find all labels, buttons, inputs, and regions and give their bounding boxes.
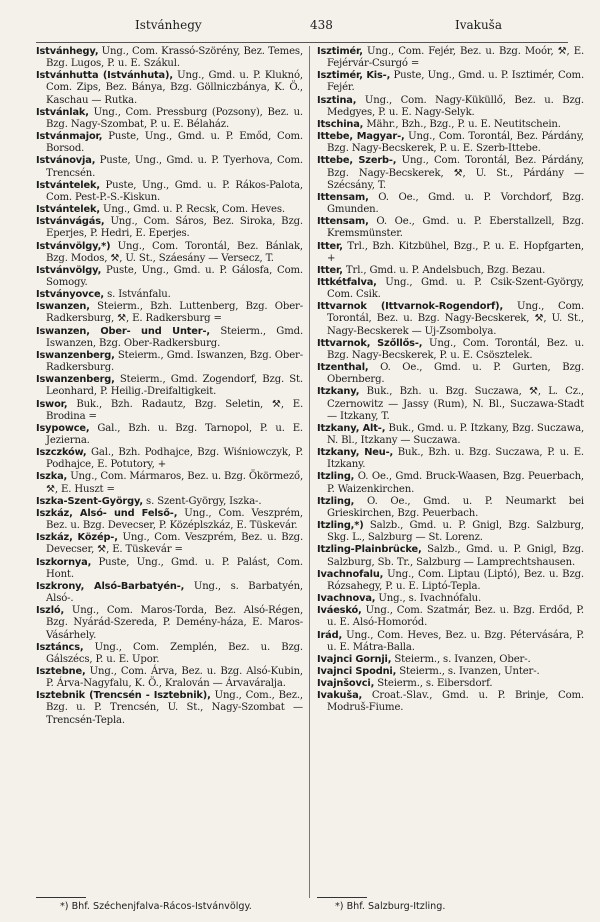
entry-text: Ung., Com., Bez., Bzg. u. P. Trencsén, U. St., Nagy-Szombat — Trencsén-Tepla. — [46, 690, 303, 726]
entry-text: Salzb., Gmd. u. P. Gnigl, Bzg. Salzburg, Sb. Tr., Salzburg — Lamprechtshausen. — [327, 544, 584, 568]
entry-text: Puste, Ung., Gmd. u. P. Emőd, Com. Borsod. — [46, 131, 303, 155]
entry-text: O. Oe., Gmd. u. P. Neumarkt bei Grieskirchen, Bzg. Peuerbach. — [327, 495, 584, 519]
entry-text: Mähr., Bzh., Bzg., P. u. E. Neutitschein. — [363, 118, 561, 130]
entry-headword: Iswanzenberg, — [36, 349, 115, 361]
dictionary-entry — [317, 630, 584, 654]
entry-text: Ung., Com. Veszprém, Bez. u. Bzg. Devecser, ⚒, E. Tüskevár = — [46, 532, 304, 556]
dictionary-entry — [36, 241, 303, 265]
dictionary-entry — [36, 642, 303, 666]
entry-text: O. Oe., Gmd. u. P. Gurten, Bzg. Obernberg. — [327, 362, 584, 386]
dictionary-entry — [36, 496, 303, 508]
dictionary-entry — [36, 557, 303, 581]
entry-headword: Ivajnšovci, — [317, 678, 375, 690]
entry-text: Ung., Com. Árva, Bez. u. Bzg. Alsó-Kubin, P. Árva-Nagyfalu, K. Ö., Kralován — Árvaváralja. — [46, 665, 303, 690]
entry-headword: Itzling,*) — [317, 520, 364, 532]
entry-headword: Isztina, — [317, 94, 357, 106]
entry-text: Gal., Bzh. Podhajce, Bzg. Wiśniowczyk, P. Podhajce, E. Potutory, + — [46, 447, 303, 471]
entry-text: s. Istvánfalu. — [104, 289, 171, 301]
entry-text: Ung., Com. Torontál, Bez. u. Bzg. Nagy-Becskerek, ⚒, U. St., Nagy-Becskerek — Uj-Zsombolya. — [327, 301, 585, 337]
entry-text: Salzb., Gmd. u. P. Gnigl, Bzg. Salzburg, Skg. L., Salzburg — St. Lorenz. — [327, 520, 584, 544]
entry-text: O. Oe., Gmd. Bruck-Waasen, Bzg. Peuerbach, P. Waizenkirchen. — [327, 471, 584, 495]
entry-headword: Itzling, — [317, 495, 355, 507]
entry-text: Buk., Bzh. u. Bzg. Suczawa, P. u. E. Itzkany. — [327, 447, 584, 471]
entry-text: Ung., Com. Torontál, Bez. Párdány, Bzg. Nagy-Becskerek, ⚒, U. St., Párdány — Szécsány, T. — [327, 155, 584, 191]
dictionary-entry — [317, 654, 584, 666]
entry-headword: Iswanzen, Ober- und Unter-, — [36, 325, 210, 337]
dictionary-entry — [36, 581, 303, 605]
entry-headword: Iswor, — [36, 398, 68, 410]
entry-text: Puste, Ung., Gmd. u. P. Palást, Com. Hont. — [46, 556, 303, 580]
entry-text: Ung., Com. Liptau (Liptó), Bez. u. Bzg. Rózsahegy, P. u. E. Liptó-Tepla. — [327, 568, 584, 592]
entry-headword: Itter, — [317, 264, 343, 276]
entry-headword: Iváeskó, — [317, 605, 362, 617]
entry-headword: Itzkany, Alt-, — [317, 422, 386, 434]
entry-headword: Ittvarnok, Szőllős-, — [317, 337, 423, 349]
entry-text: Ung., Com. Sáros, Bez. Siroka, Bzg. Eperjes, P. Hedri, E. Eperjes. — [46, 216, 303, 240]
entry-headword: Ivajnci Gornji, — [317, 653, 392, 665]
dictionary-entry — [36, 265, 303, 289]
dictionary-entry — [36, 508, 303, 532]
entry-text: Ung., Com. Nagy-Küküllő, Bez. u. Bzg. Medgyes, P. u. E. Nagy-Selyk. — [327, 94, 584, 118]
dictionary-entry — [317, 569, 584, 593]
dictionary-entry — [36, 690, 303, 726]
entry-headword: Iszczków, — [36, 447, 87, 459]
entry-text: s. Szent-György, Iszka-. — [143, 495, 262, 507]
footnote-rule-right — [317, 897, 367, 898]
entry-text: Buk., Bzh. Radautz, Bzg. Seletin, ⚒, E. Brodina = — [46, 398, 303, 422]
right-column — [317, 46, 584, 715]
entry-headword: Ivachnofalu, — [317, 568, 384, 580]
entry-headword: Isztimér, Kis-, — [317, 70, 391, 82]
entry-headword: Ivajnci Spodni, — [317, 665, 397, 677]
entry-headword: Iszkáz, Alsó- und Felső-, — [36, 507, 178, 519]
dictionary-entry — [36, 107, 303, 131]
dictionary-entry — [36, 471, 303, 495]
entry-text: Puste, Ung., Gmd. u. P. Rákos-Palota, Com. Pest-P.-S.-Kiskun. — [46, 179, 303, 203]
entry-text: Steierm., s. Ivanzen, Ober-. — [391, 653, 531, 665]
dictionary-entry — [36, 350, 303, 374]
dictionary-entry — [36, 374, 303, 398]
entry-text: Ung., Com. Veszprém, Bez. u. Bzg. Devecser, P. Középlszkáz, E. Tüskevár. — [46, 507, 303, 532]
entry-text: Puste, Ung., Gmd. u. P. Tyerhova, Com. Trencsén. — [46, 155, 303, 179]
entry-text: Steierm., Bzh. Luttenberg, Bzg. Ober-Radkersburg, ⚒, E. Radkersburg = — [46, 301, 303, 325]
entry-headword: Istvánvölgy, — [36, 264, 102, 276]
entry-headword: Ittkétfalva, — [317, 276, 377, 288]
entry-text: Steierm., Gmd. Iswanzen, Bzg. Ober-Radkersburg. — [46, 325, 303, 349]
dictionary-entry — [36, 666, 303, 690]
entry-text: O. Oe., Gmd. u. P. Vorchdorf, Bzg. Gmunden. — [327, 191, 584, 216]
dictionary-entry — [317, 362, 584, 386]
entry-text: Ung., s. Ivachnófalu. — [375, 593, 482, 605]
dictionary-entry — [36, 423, 303, 447]
entry-text: Ung., Com. Krassó-Szörény, Bez. Temes, Bzg. Lugos, P. u. E. Szákul. — [46, 46, 303, 70]
header-right-word: Ivakuša — [455, 18, 502, 32]
dictionary-entry — [317, 338, 584, 362]
entry-headword: Itzkany, — [317, 386, 360, 398]
dictionary-entry — [36, 301, 303, 325]
entry-headword: Itschina, — [317, 118, 364, 130]
entry-text: Croat.-Slav., Gmd. u. P. Brinje, Com. Modruš-Fiume. — [327, 690, 584, 714]
dictionary-entry — [317, 666, 584, 678]
entry-text: Ung., s. Barbatyén, Alsó-. — [46, 580, 303, 605]
dictionary-entry — [36, 289, 303, 301]
entry-text: Ung., Com. Mármaros, Bez. u. Bzg. Ökörmező, ⚒, E. Huszt = — [46, 471, 303, 495]
header-left-word: Istvánhegy — [135, 18, 202, 32]
dictionary-entry — [317, 155, 584, 191]
dictionary-entry — [317, 277, 584, 301]
entry-text: Puste, Ung., Gmd. u. P. Gálosfa, Com. Somogy. — [46, 264, 303, 288]
dictionary-entry — [317, 131, 584, 155]
dictionary-entry — [317, 265, 584, 277]
entry-headword: Ittebe, Szerb-, — [317, 155, 397, 167]
dictionary-entry — [36, 70, 303, 106]
entry-text: Ung., Com. Pressburg (Pozsony), Bez. u. Bzg. Nagy-Szombat, P. u. E. Bélaház. — [46, 106, 303, 130]
entry-text: Gal., Bzh. u. Bzg. Tarnopol, P. u. E. Jezierna. — [46, 422, 303, 446]
dictionary-entry — [317, 95, 584, 119]
footnote-right: *) Bhf. Salzburg-Itzling. — [335, 901, 446, 912]
dictionary-entry — [36, 532, 303, 556]
entry-headword: Ivakuša, — [317, 690, 363, 702]
entry-text: Ung., Com. Torontál, Bez. Bánlak, Bzg. Modos, ⚒, U. St., Száesány — Versecz, T. — [46, 240, 303, 264]
dictionary-entry — [36, 204, 303, 216]
entry-headword: Istvánhutta (Istvánhuta), — [36, 70, 173, 82]
entry-headword: Ittvarnok (Ittvarnok-Rogendorf), — [317, 301, 504, 313]
entry-headword: Istvánvölgy,*) — [36, 240, 111, 252]
column-divider — [309, 46, 310, 898]
dictionary-entry — [317, 520, 584, 544]
dictionary-entry — [36, 326, 303, 350]
dictionary-entry — [317, 447, 584, 471]
entry-headword: Iszkornya, — [36, 556, 92, 568]
entry-headword: Iszka, — [36, 471, 68, 483]
entry-text: Steierm., Gmd. Zogendorf, Bzg. St. Leonhard, P. Heilig.-Dreifaltigkeit. — [46, 374, 303, 398]
entry-text: Trl., Gmd. u. P. Andelsbuch, Bzg. Bezau. — [342, 264, 546, 276]
dictionary-entry — [317, 119, 584, 131]
entry-headword: Itter, — [317, 240, 343, 252]
dictionary-entry — [317, 423, 584, 447]
dictionary-entry — [36, 447, 303, 471]
entry-headword: Isztebnik (Trencsén - Isztebnik), — [36, 690, 211, 702]
entry-headword: Istvánhegy, — [36, 46, 99, 57]
entry-headword: Ittensam, — [317, 216, 369, 228]
entry-headword: Istvánlak, — [36, 106, 89, 118]
page-number: 438 — [310, 18, 333, 32]
entry-text: Steierm., Gmd. Iswanzen, Bzg. Ober-Radkersburg. — [46, 349, 303, 374]
dictionary-entry — [317, 690, 584, 714]
entry-text: Steierm., s. Ivanzen, Unter-. — [396, 665, 540, 677]
entry-headword: Istvánovja, — [36, 155, 96, 167]
dictionary-entry — [317, 593, 584, 605]
entry-headword: Ittebe, Magyar-, — [317, 131, 405, 143]
entry-headword: Iszka-Szent-György, — [36, 495, 143, 507]
entry-text: Ung., Gmd. u. P. Csik-Szent-György, Com. Csik. — [327, 276, 584, 301]
entry-text: Ung., Com. Heves, Bez. u. Bzg. Pétervására, P. u. E. Mátra-Balla. — [327, 629, 584, 653]
dictionary-entry — [36, 605, 303, 641]
dictionary-entry — [317, 301, 584, 337]
entry-headword: Iszkáz, Közép-, — [36, 532, 118, 544]
dictionary-entry — [317, 192, 584, 216]
left-column — [36, 46, 303, 727]
entry-headword: Isztimér, — [317, 46, 363, 57]
footnote-left: *) Bhf. Széchenjfalva-Rácos-Istvánvölgy. — [60, 901, 252, 912]
entry-headword: Irád, — [317, 629, 343, 641]
dictionary-entry — [36, 46, 303, 70]
entry-headword: Iswanzenberg, — [36, 374, 115, 386]
entry-text: Ung., Gmd. u. P. Recsk, Com. Heves. — [99, 204, 285, 216]
entry-headword: Itzkany, Neu-, — [317, 447, 394, 459]
entry-text: Ung., Gmd. u. P. Kluknó, Com. Zips, Bez. Bánya, Bzg. Göllniczbánya, K. Ö., Kaschau — Rutka. — [46, 70, 303, 106]
entry-text: Ung., Com. Fejér, Bez. u. Bzg. Moór, ⚒, E. Fejérvár-Csurgó = — [327, 46, 584, 70]
entry-text: Trl., Bzh. Kitzbühel, Bzg., P. u. E. Hopfgarten, + — [327, 240, 584, 264]
entry-headword: Itzling, — [317, 471, 355, 483]
entry-text: Ung., Com. Maros-Torda, Bez. Alsó-Régen, Bzg. Nyárád-Szereda, P. Demény-háza, E. Maros-Vásárhely. — [46, 605, 303, 641]
dictionary-entry — [36, 399, 303, 423]
entry-text: Ung., Com. Szatmár, Bez. u. Bzg. Erdőd, P. u. E. Alsó-Homoród. — [327, 605, 584, 629]
entry-headword: Istvántelek, — [36, 179, 100, 191]
dictionary-entry — [36, 155, 303, 179]
dictionary-entry — [36, 216, 303, 240]
entry-text: Buk., Gmd. u. P. Itzkany, Bzg. Suczawa, N. Bl., Itzkany — Suczawa. — [327, 422, 585, 446]
entry-headword: Ivachnova, — [317, 593, 376, 605]
entry-headword: Isypowce, — [36, 422, 90, 434]
entry-text: Ung., Com. Zemplén, Bez. u. Bzg. Gálszécs, P. u. E. Upor. — [46, 641, 303, 665]
entry-text: O. Oe., Gmd. u. P. Eberstallzell, Bzg. Kremsmünster. — [327, 216, 584, 240]
entry-text: Ung., Com. Torontál, Bez. u. Bzg. Nagy-Becskerek, P. u. E. Csösztelek. — [327, 337, 584, 361]
entry-headword: Isztebne, — [36, 665, 86, 677]
dictionary-entry — [317, 605, 584, 629]
entry-headword: Iswanzen, — [36, 301, 90, 313]
dictionary-entry — [317, 46, 584, 70]
dictionary-entry — [317, 70, 584, 94]
dictionary-entry — [317, 471, 584, 495]
entry-headword: Itzling-Plainbrücke, — [317, 544, 422, 556]
dictionary-entry — [317, 241, 584, 265]
dictionary-entry — [36, 131, 303, 155]
dictionary-entry — [36, 180, 303, 204]
entry-headword: Istványovce, — [36, 289, 105, 301]
header-rule — [36, 42, 568, 43]
entry-headword: Istvánvágás, — [36, 216, 105, 228]
entry-text: Buk., Bzh. u. Bzg. Suczawa, ⚒, L. Cz., Czernowitz — Jassy (Rum), N. Bl., Suczawa-Stadt — Itzkany, T. — [327, 386, 584, 422]
entry-text: Steierm., s. Eibersdorf. — [374, 678, 493, 690]
entry-headword: Iszkrony, Alsó-Barbatyén-, — [36, 580, 185, 592]
dictionary-entry — [317, 496, 584, 520]
entry-headword: Isztáncs, — [36, 641, 84, 653]
page-header — [40, 18, 564, 40]
footnote-rule-left — [36, 897, 86, 898]
dictionary-entry — [317, 544, 584, 568]
dictionary-entry — [317, 386, 584, 422]
entry-headword: Istvánmajor, — [36, 131, 103, 143]
dictionary-entry — [317, 216, 584, 240]
entry-text: Ung., Com. Torontál, Bez. Párdány, Bzg. Nagy-Becskerek, P. u. E. Szerb-Ittebe. — [327, 131, 584, 155]
dictionary-entry — [317, 678, 584, 690]
entry-headword: Itzenthal, — [317, 362, 369, 374]
entry-headword: Iszló, — [36, 605, 65, 617]
entry-text: Puste, Ung., Gmd. u. P. Isztimér, Com. Fejér. — [327, 70, 584, 94]
entry-headword: Ittensam, — [317, 191, 369, 203]
entry-headword: Istvántelek, — [36, 204, 100, 216]
